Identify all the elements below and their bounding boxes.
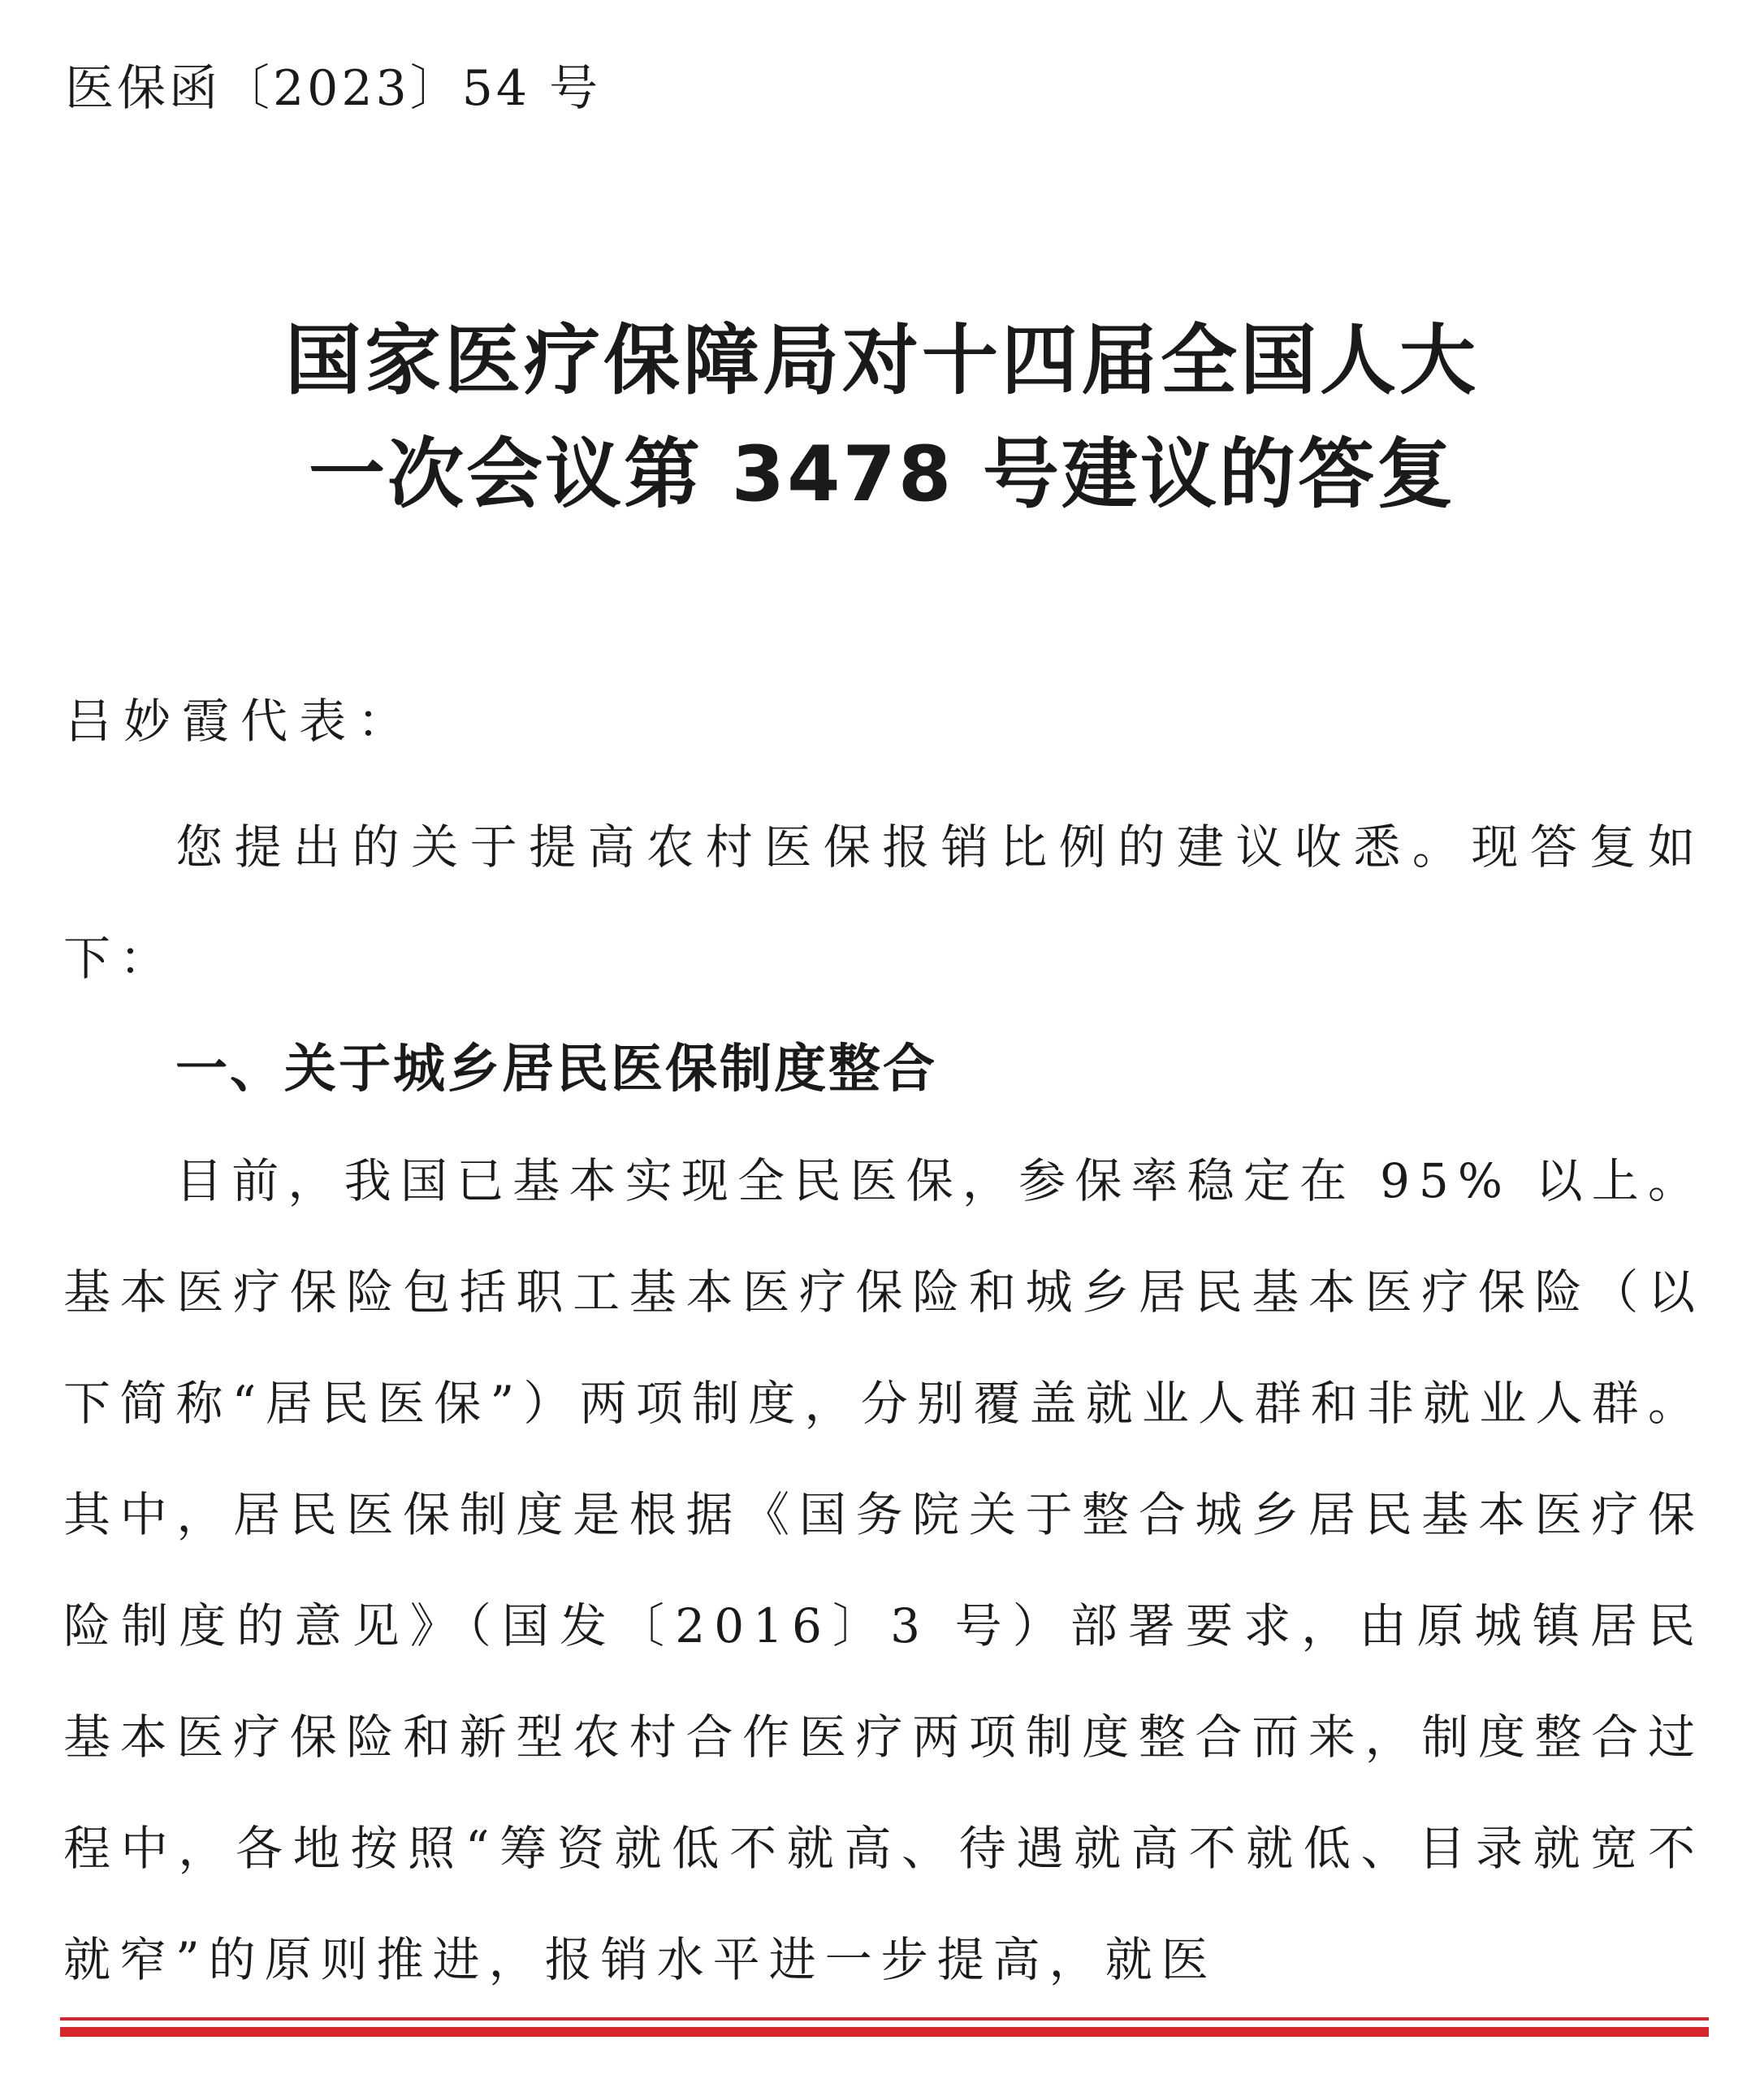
document-title-line-1: 国家医疗保障局对十四届全国人大 xyxy=(284,317,1479,405)
document-body xyxy=(63,792,1704,2016)
section-1-paragraph: 目前，我国已基本实现全民医保，参保率稳定在 95% 以上。基本医疗保险包括职工基本医疗保险和城乡居民基本医疗保险（以下简称“居民医保”）两项制度，分别覆盖就业人群和非就业人群。其中，居民医保制度是根据《国务院关于整合城乡居民基本医疗保险制度的意见》（国发〔2016〕3 号）部署要求，由原城镇居民基本医疗保险和新型农村合作医疗两项制度整合而来，制度整合过程中，各地按照“筹资就低不就高、待遇就高不就低、目录就宽不就窄”的原则推进，报销水平进一步提高，就医 xyxy=(63,1153,1704,1987)
salutation: 吕妙霞代表： xyxy=(65,694,417,749)
document-title-line-2: 一次会议第 3478 号建议的答复 xyxy=(308,430,1456,519)
red-rule-thick xyxy=(60,2027,1709,2037)
section-1-heading: 一、关于城乡居民医保制度整合 xyxy=(175,1040,937,1100)
intro-paragraph: 您提出的关于提高农村医保报销比例的建议收悉。现答复如下： xyxy=(63,819,1704,986)
document-number: 医保函〔2023〕54 号 xyxy=(65,60,602,117)
red-rule-thin xyxy=(60,2017,1709,2021)
